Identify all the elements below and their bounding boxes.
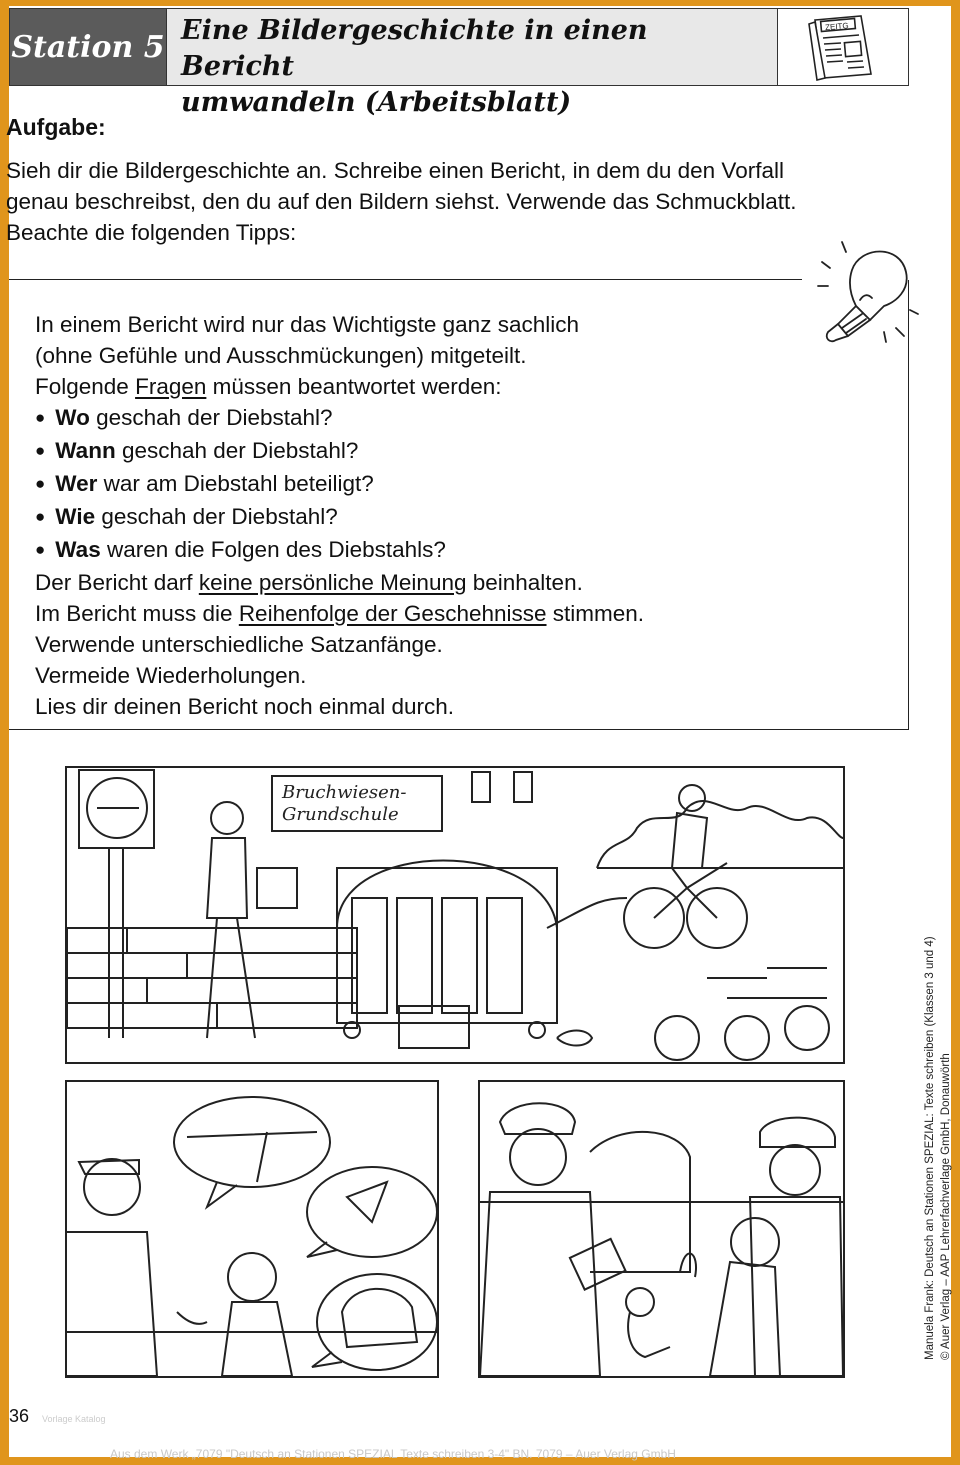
tips-order-line (35, 598, 795, 629)
bullet-text: geschah der Diebstahl? (95, 504, 338, 529)
tips-opinion-line (35, 567, 795, 598)
school-sign-line-2: Grundschule (282, 804, 399, 825)
tips-bullet-wann (35, 435, 795, 468)
copyright-side-text-2: © Auer Verlag – AAP Lehrerfachverlage GmbH, Donauwörth (940, 1053, 952, 1360)
tips-bullet-wie (35, 501, 795, 534)
task-heading: Aufgabe: (6, 114, 106, 140)
story-picture-3 (478, 1080, 845, 1378)
tips-line-2: (ohne Gefühle und Ausschmückungen) mitgeteilt. (35, 343, 527, 368)
bullet-text: war am Diebstahl beteiligt? (97, 471, 374, 496)
story-picture-1 (65, 766, 845, 1064)
tips-sentence-line: Verwende unterschiedliche Satzanfänge. (35, 632, 443, 657)
bullet-keyword: Wer (55, 471, 98, 496)
tips-questions-underlined: Fragen (135, 374, 207, 399)
bullet-text: geschah der Diebstahl? (89, 405, 333, 430)
lightbulb-icon (800, 228, 925, 353)
tips-questions-post: müssen beantwortet werden: (206, 374, 502, 399)
tips-bullet-wo (35, 402, 795, 435)
footer-source: Aus dem Werk „7079 "Deutsch an Stationen SPEZIAL Texte schreiben 3-4" BN. 7079 – Auer Verlag GmbH (110, 1447, 676, 1461)
tips-text (35, 309, 795, 722)
catalog-note: Vorlage Katalog (42, 1414, 106, 1424)
title-line-1: Eine Bildergeschichte in einen Bericht (181, 15, 648, 82)
task-line-2: genau beschreibst, den du auf den Bildern siehst. Verwende das Schmuckblatt. (6, 189, 797, 214)
copyright-side-text-1: Manuela Frank: Deutsch an Stationen SPEZIAL: Texte schreiben (Klassen 3 und 4) (924, 936, 936, 1360)
task-line-1: Sieh dir die Bildergeschichte an. Schreibe einen Bericht, in dem du den Vorfall (6, 158, 784, 183)
tips-order-post: stimmen. (546, 601, 645, 626)
newspaper-icon-box (777, 9, 908, 85)
bullet-keyword: Wann (55, 438, 116, 463)
tips-order-underlined: Reihenfolge der Geschehnisse (238, 601, 547, 626)
story-picture-2 (65, 1080, 439, 1378)
task-instructions (6, 155, 916, 248)
worksheet-header (9, 8, 909, 118)
tips-opinion-post: beinhalten. (466, 570, 583, 595)
bullet-keyword: Wo (55, 405, 90, 430)
tips-read-line: Lies dir deinen Bericht noch einmal durch. (35, 694, 454, 719)
worksheet-title (166, 9, 777, 118)
school-sign-line-1: Bruchwiesen- (282, 782, 407, 803)
police-report-illustration (480, 1082, 843, 1376)
page-number: 36 (9, 1406, 30, 1426)
newspaper-icon (803, 12, 883, 82)
newspaper-label: ZEITG (824, 21, 850, 33)
bullet-text: waren die Folgen des Diebstahls? (100, 537, 446, 562)
station-label: Station 5 (10, 9, 166, 85)
tips-opinion-underlined: keine persönliche Meinung (198, 570, 467, 595)
school-yard-illustration (67, 768, 843, 1062)
bullet-keyword: Was (55, 537, 101, 562)
tips-questions-line (35, 371, 795, 402)
tips-repeat-line: Vermeide Wiederholungen. (35, 663, 307, 688)
title-line-2: umwandeln (Arbeitsblatt) (181, 87, 572, 118)
tips-questions-pre: Folgende (35, 374, 136, 399)
bullet-text: geschah der Diebstahl? (115, 438, 359, 463)
task-line-3: Beachte die folgenden Tipps: (6, 220, 297, 245)
bullet-keyword: Wie (55, 504, 96, 529)
tips-order-pre: Im Bericht muss die (35, 601, 239, 626)
tips-bullet-was (35, 534, 795, 567)
tips-bullet-wer (35, 468, 795, 501)
girl-describes-bike-illustration (67, 1082, 437, 1376)
tips-opinion-pre: Der Bericht darf (35, 570, 199, 595)
tips-line-1: In einem Bericht wird nur das Wichtigste ganz sachlich (35, 312, 579, 337)
